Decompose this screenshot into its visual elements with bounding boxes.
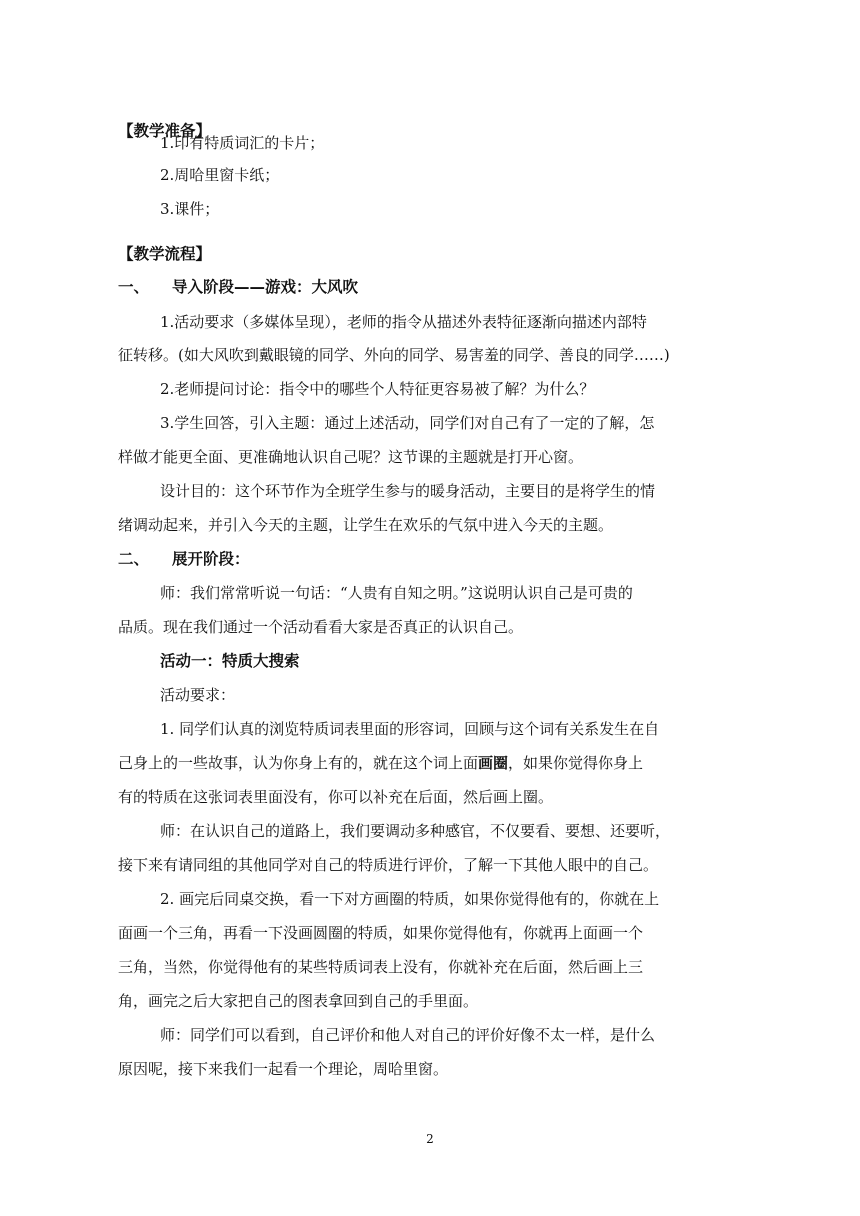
section1-title: 导入阶段——游戏：大风吹 (172, 278, 359, 296)
s2-teacher-1-line-1: 师：我们常常听说一句话：“人贵有自知之明。”这说明认识自己是可贵的 (160, 584, 633, 602)
requirement-2-line-4: 角，画完之后大家把自己的图表拿回到自己的手里面。 (118, 992, 479, 1010)
prep-item-3: 3.课件； (160, 200, 220, 218)
requirement-1-line-2-text-a: 己身上的一些故事，认为你身上有的，就在这个词上面 (118, 754, 479, 772)
prep-item-1: 1.印有特质词汇的卡片； (160, 134, 325, 152)
requirement-2-line-3: 三角，当然，你觉得他有的某些特质词表上没有，你就补充在后面，然后画上三 (118, 958, 644, 976)
activity1-title: 活动一：特质大搜索 (160, 652, 300, 670)
prep-heading: 【教学准备】 (118, 122, 212, 140)
s1-paragraph-3-line-2: 样做才能更全面、更准确地认识自己呢？这节课的主题就是打开心窗。 (118, 448, 584, 466)
s2-teacher-2-line-2: 接下来有请同组的其他同学对自己的特质进行评价，了解一下其他人眼中的自己。 (118, 856, 659, 874)
s1-design-purpose-line-1: 设计目的：这个环节作为全班学生参与的暖身活动，主要目的是将学生的情 (160, 482, 656, 500)
s2-teacher-3-line-1: 师：同学们可以看到，自己评价和他人对自己的评价好像不太一样，是什么 (160, 1026, 656, 1044)
s1-paragraph-2: 2.老师提问讨论：指令中的哪些个人特征更容易被了解？为什么？ (160, 380, 595, 398)
section2-title: 展开阶段： (172, 550, 250, 568)
requirement-2-line-1: 2. 画完后同桌交换，看一下对方画圈的特质，如果你觉得他有的，你就在上 (160, 890, 660, 908)
requirement-1-line-3: 有的特质在这张词表里面没有，你可以补充在后面，然后画上圈。 (118, 788, 554, 806)
s2-teacher-2-line-1: 师：在认识自己的道路上，我们要调动多种感官，不仅要看、要想、还要听， (160, 822, 671, 840)
s2-teacher-3-line-2: 原因呢，接下来我们一起看一个理论，周哈里窗。 (118, 1060, 449, 1078)
s1-design-purpose-line-2: 绪调动起来，并引入今天的主题，让学生在欢乐的气氛中进入今天的主题。 (118, 516, 614, 534)
section1-number: 一、 (118, 278, 150, 296)
prep-item-2: 2.周哈里窗卡纸； (160, 166, 280, 184)
requirement-2-line-2: 面画一个三角，再看一下没画圆圈的特质，如果你觉得他有，你就再上面画一个 (118, 924, 644, 942)
flow-heading: 【教学流程】 (118, 245, 212, 263)
requirement-1-line-2 (118, 752, 860, 774)
s2-teacher-1-line-2: 品质。现在我们通过一个活动看看大家是否真正的认识自己。 (118, 618, 524, 636)
s1-paragraph-1-line-2: 征转移。(如大风吹到戴眼镜的同学、外向的同学、易害羞的同学、善良的同学……) (118, 346, 670, 364)
requirement-1-line-2-text-c: ，如果你觉得你身上 (508, 754, 644, 772)
requirement-1-emphasis: 画圈 (478, 754, 509, 772)
page-number: 2 (426, 1132, 434, 1146)
requirement-1-line-1: 1. 同学们认真的浏览特质词表里面的形容词，回顾与这个词有关系发生在自 (160, 720, 660, 738)
s1-paragraph-3-line-1: 3.学生回答，引入主题：通过上述活动，同学们对自己有了一定的了解，怎 (160, 414, 655, 432)
activity1-requirements-label: 活动要求： (160, 686, 236, 704)
section2-number: 二、 (118, 550, 150, 568)
s1-paragraph-1-line-1: 1.活动要求（多媒体呈现），老师的指令从描述外表特征逐渐向描述内部特 (160, 313, 647, 331)
